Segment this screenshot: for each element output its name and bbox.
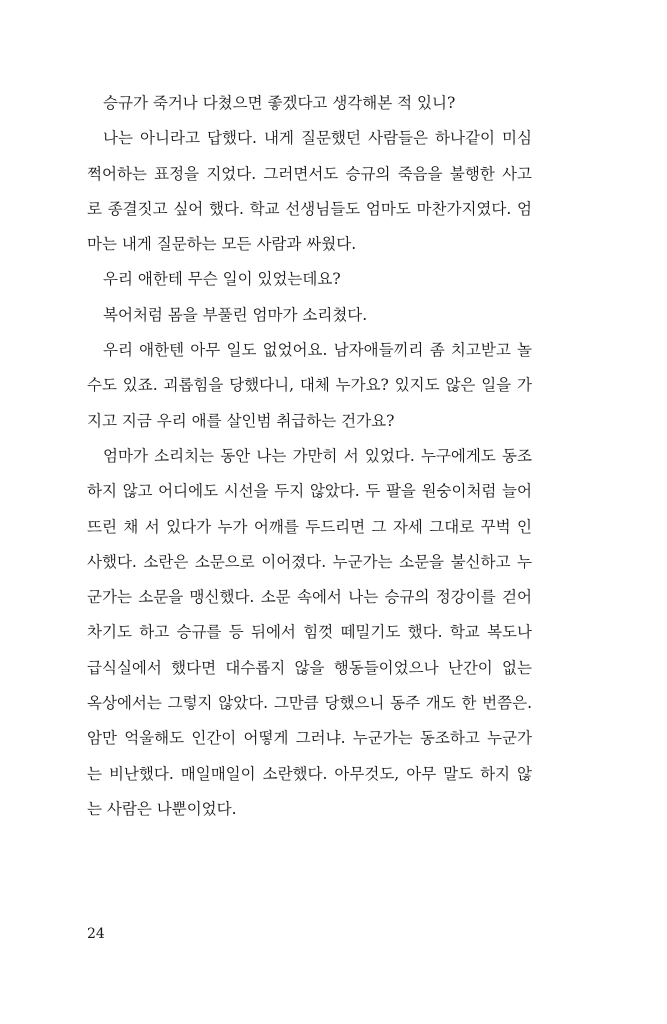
text-line: 급식실에서 했다면 대수롭지 않을 행동들이었으나 난간이 없는 — [87, 658, 532, 677]
text-line: 하지 않고 어디에도 시선을 두지 않았다. 두 팔을 원숭이처럼 늘어 — [87, 482, 532, 501]
text-line: 차기도 하고 승규를 등 뒤에서 힘껏 떼밀기도 했다. 학교 복도나 — [87, 623, 532, 642]
text-line: 는 사람은 나뿐이었다. — [87, 799, 237, 818]
text-line: 로 종결짓고 싶어 했다. 학교 선생님들도 엄마도 마찬가지였다. 엄 — [87, 199, 532, 218]
text-line: 쩍어하는 표정을 지었다. 그러면서도 승규의 죽음을 불행한 사고 — [87, 164, 532, 183]
text-line: 마는 내게 질문하는 모든 사람과 싸웠다. — [87, 235, 357, 254]
text-line: 는 비난했다. 매일매일이 소란했다. 아무것도, 아무 말도 하지 않 — [87, 764, 532, 783]
text-line: 우리 애한테 무슨 일이 있었는데요? — [103, 270, 341, 289]
text-line: 뜨린 채 서 있다가 누가 어깨를 두드리면 그 자세 그대로 꾸벅 인 — [87, 517, 532, 536]
text-line: 사했다. 소란은 소문으로 이어졌다. 누군가는 소문을 불신하고 누 — [87, 552, 532, 571]
text-line: 군가는 소문을 맹신했다. 소문 속에서 나는 승규의 정강이를 걷어 — [87, 588, 532, 607]
text-line: 지고 지금 우리 애를 살인범 취급하는 건가요? — [87, 411, 395, 430]
text-line: 승규가 죽거나 다쳤으면 좋겠다고 생각해본 적 있니? — [103, 94, 456, 112]
text-line: 나는 아니라고 답했다. 내게 질문했던 사람들은 하나같이 미심 — [103, 129, 532, 148]
text-line: 수도 있죠. 괴롭힘을 당했다니, 대체 누가요? 있지도 않은 일을 가 — [87, 376, 532, 395]
text-line: 엄마가 소리치는 동안 나는 가만히 서 있었다. 누구에게도 동조 — [103, 446, 532, 465]
text-line: 옥상에서는 그렇지 않았다. 그만큼 당했으니 동주 개도 한 번쯤은. — [87, 694, 532, 713]
body-text — [87, 86, 532, 827]
page-number: 24 — [87, 926, 105, 942]
text-line: 우리 애한텐 아무 일도 없었어요. 남자애들끼리 좀 치고받고 놀 — [103, 341, 532, 360]
text-line: 암만 억울해도 인간이 어떻게 그러냐. 누군가는 동조하고 누군가 — [87, 729, 532, 748]
text-line: 복어처럼 몸을 부풀린 엄마가 소리쳤다. — [103, 305, 368, 324]
